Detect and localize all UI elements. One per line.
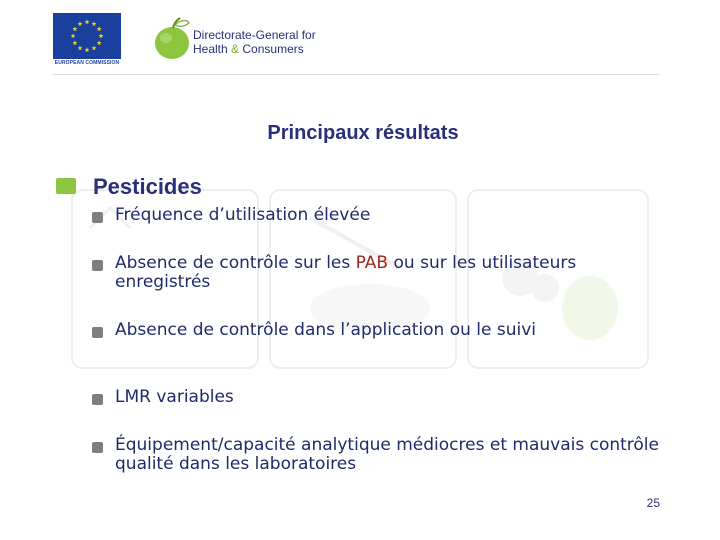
dg-logo-line2 xyxy=(193,42,316,56)
eu-logo-caption: EUROPEAN COMMISSION xyxy=(54,60,120,66)
list-item-text xyxy=(115,254,672,292)
dg-logo-ampersand: & xyxy=(231,42,240,56)
dg-logo-line2-end: Consumers xyxy=(239,42,304,56)
highlight-pab: PAB xyxy=(355,253,389,273)
dg-logo-line1: Directorate-General for xyxy=(193,28,316,42)
eu-star-icon xyxy=(92,21,97,26)
green-apple-icon xyxy=(153,15,193,61)
eu-star-icon xyxy=(72,40,77,45)
section-bullet-icon xyxy=(56,178,76,194)
eu-star-icon xyxy=(85,19,90,24)
header-divider xyxy=(53,74,659,75)
list-item-text: Équipement/capacité analytique médiocres et mauvais contrôle qualité dans les laboratoires xyxy=(115,435,659,474)
eu-star-icon xyxy=(97,40,102,45)
eu-star-icon xyxy=(92,46,97,51)
eu-star-icon xyxy=(71,33,76,38)
eu-star-icon xyxy=(78,46,83,51)
dg-health-consumers-logo xyxy=(153,15,323,61)
page-number: 25 xyxy=(646,496,660,510)
eu-flag-icon xyxy=(53,13,121,59)
eu-star-icon xyxy=(85,47,90,52)
bullet-icon xyxy=(92,394,103,405)
section-heading: Pesticides xyxy=(93,174,202,199)
slide-title: Principaux résultats xyxy=(267,122,459,144)
dg-logo-text xyxy=(193,28,316,56)
eu-star-icon xyxy=(72,26,77,31)
bullet-icon xyxy=(92,442,103,453)
eu-star-icon xyxy=(99,33,104,38)
bullet-icon xyxy=(92,212,103,223)
european-commission-logo xyxy=(53,13,121,67)
eu-star-icon xyxy=(97,26,102,31)
list-item-text: Fréquence d’utilisation élevée xyxy=(115,205,371,225)
eu-star-icon xyxy=(78,21,83,26)
list-item-text-end: ou sur les utilisateurs enregistrés xyxy=(115,253,577,292)
list-item-text-start: Absence de contrôle sur les xyxy=(115,253,356,273)
dg-logo-line2-start: Health xyxy=(193,42,232,56)
list-item-text: LMR variables xyxy=(115,387,234,407)
bullet-icon xyxy=(92,260,103,271)
list-item-text: Absence de contrôle dans l’application ou le suivi xyxy=(115,320,537,340)
bullet-icon xyxy=(92,327,103,338)
